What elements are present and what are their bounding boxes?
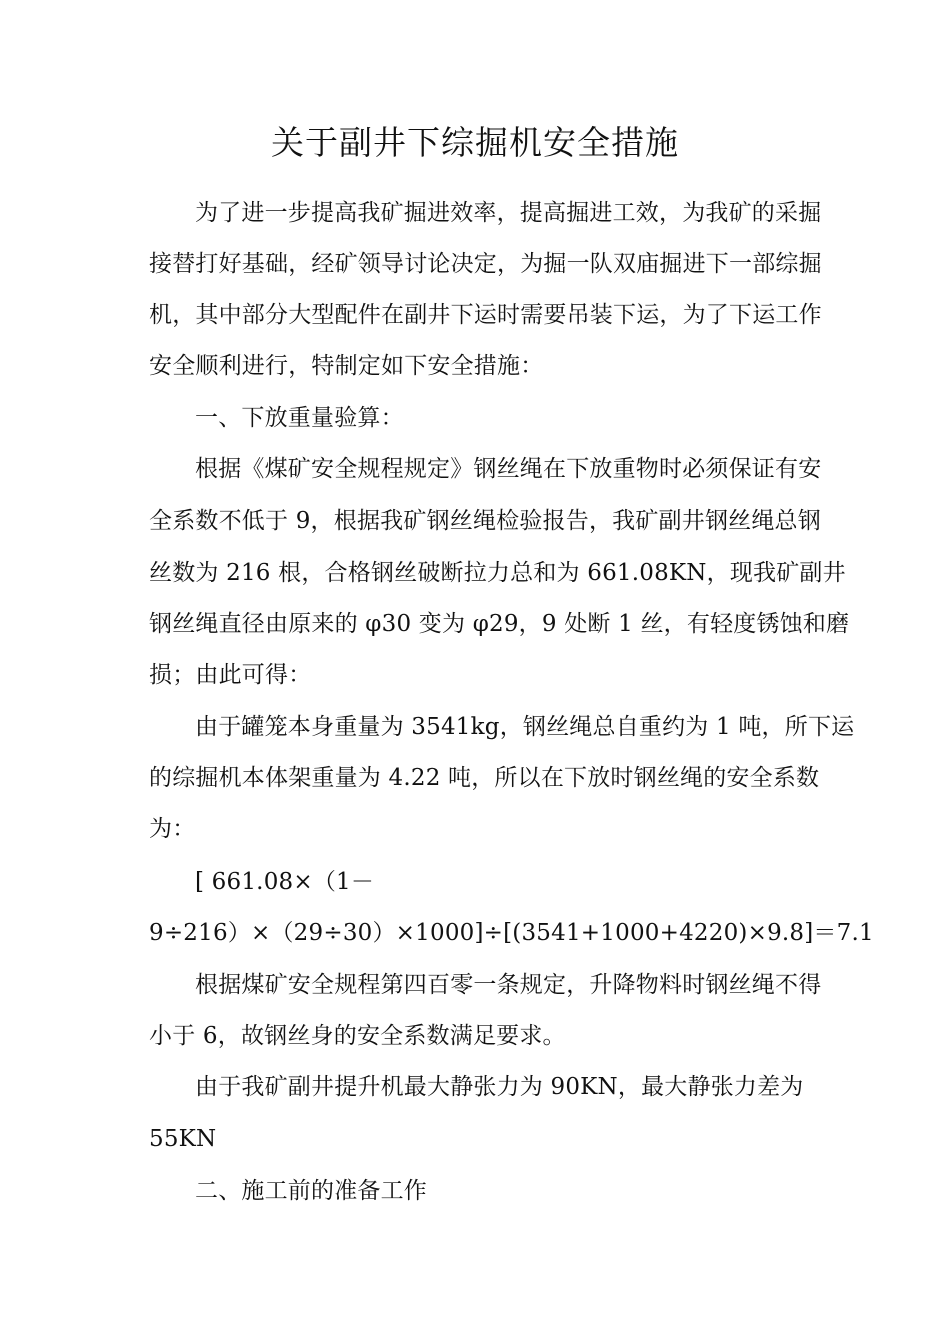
paragraph-line: 根据《煤矿安全规程规定》钢丝绳在下放重物时必须保证有安 (195, 456, 822, 482)
paragraph-line: 安全顺利进行，特制定如下安全措施： (149, 353, 544, 379)
paragraph-line: 为： (149, 816, 196, 842)
paragraph-line: 根据煤矿安全规程第四百零一条规定，升降物料时钢丝绳不得 (195, 972, 822, 998)
paragraph-line: 小于 6，故钢丝身的安全系数满足要求。 (149, 1023, 566, 1049)
section-heading: 二、施工前的准备工作 (195, 1178, 427, 1204)
document-title: 关于副井下综掘机安全措施 (271, 123, 679, 162)
paragraph-line: 的综掘机本体架重量为 4.22 吨，所以在下放时钢丝绳的安全系数 (149, 765, 820, 791)
formula-line: 9÷216）×（29÷30）×1000]÷[(3541+1000+4220)×9.8]＝7.1 (149, 920, 874, 946)
paragraph-line: 丝数为 216 根，合格钢丝破断拉力总和为 661.08KN，现我矿副井 (149, 560, 846, 586)
paragraph-line: 全系数不低于 9，根据我矿钢丝绳检验报告，我矿副井钢丝绳总钢 (149, 508, 821, 534)
paragraph-line: 钢丝绳直径由原来的 φ30 变为 φ29，9 处断 1 丝，有轻度锈蚀和磨 (149, 611, 850, 637)
paragraph-line: 机，其中部分大型配件在副井下运时需要吊装下运，为了下运工作 (149, 302, 822, 328)
paragraph-line: 55KN (149, 1126, 217, 1152)
paragraph-line: 由于罐笼本身重量为 3541kg，钢丝绳总自重约为 1 吨，所下运 (195, 714, 855, 740)
paragraph-line: 接替打好基础，经矿领导讨论决定，为掘一队双庙掘进下一部综掘 (149, 251, 822, 277)
section-heading: 一、下放重量验算： (195, 405, 404, 431)
paragraph-line: 损；由此可得： (149, 662, 312, 688)
formula-line: [ 661.08×（1－ (195, 869, 375, 895)
paragraph-line: 为了进一步提高我矿掘进效率，提高掘进工效，为我矿的采掘 (195, 200, 822, 226)
paragraph-line: 由于我矿副井提升机最大静张力为 90KN，最大静张力差为 (195, 1074, 804, 1100)
